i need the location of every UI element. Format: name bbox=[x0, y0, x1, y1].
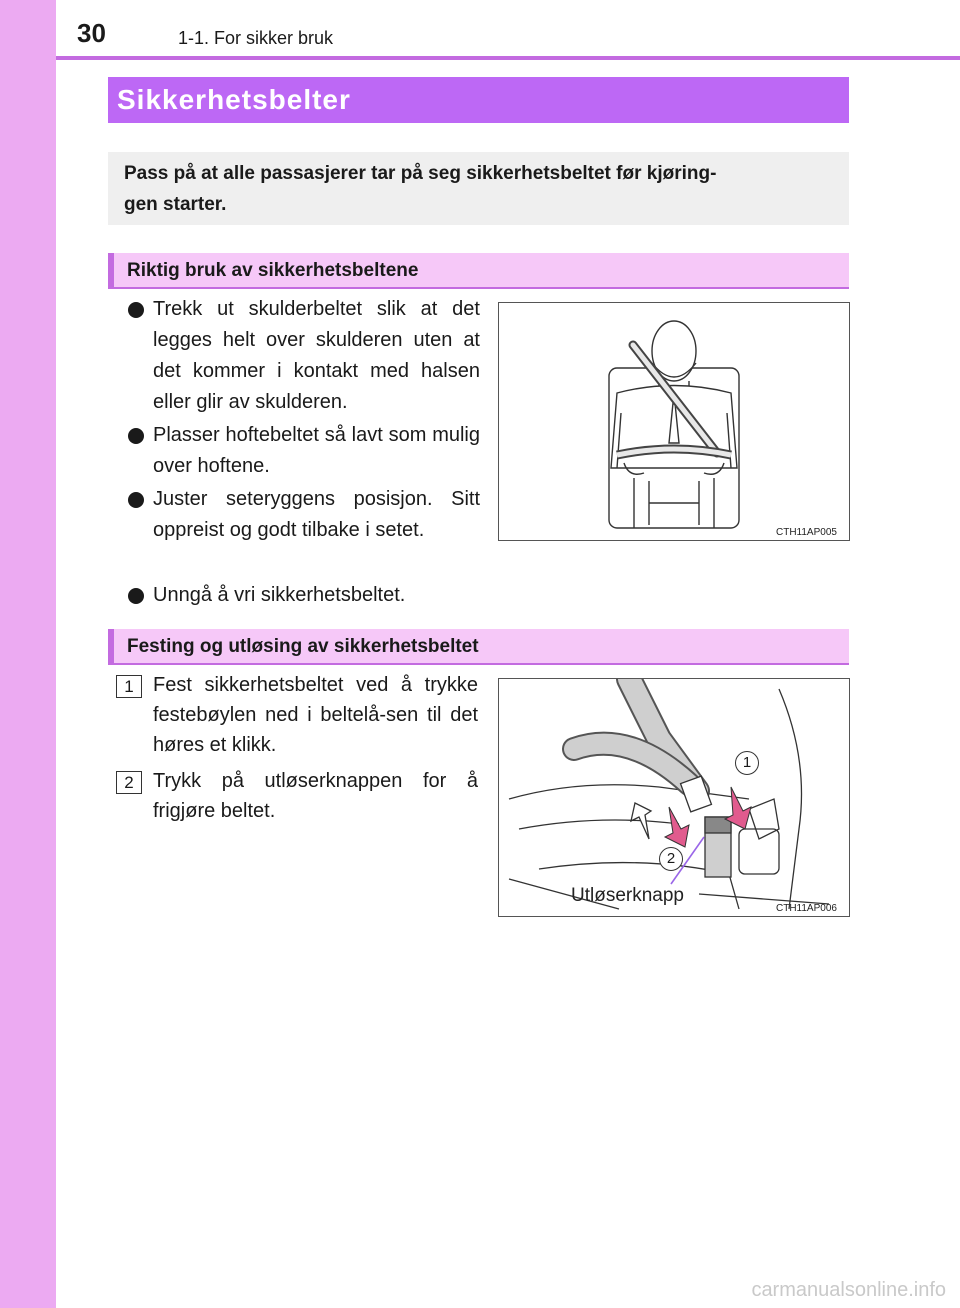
step-item: 1 Fest sikkerhetsbeltet ved å trykke festebøylen ned i beltelå-sen til det høres et klikk. bbox=[116, 670, 478, 760]
bullet-dot-icon bbox=[128, 428, 144, 444]
chapter-title: 1-1. For sikker bruk bbox=[178, 28, 334, 48]
section-heading-fastening-text: Festing og utløsing av sikkerhetsbeltet bbox=[127, 636, 479, 657]
figure-buckle bbox=[498, 678, 850, 917]
callout-2: 2 bbox=[659, 847, 683, 871]
seatbelt-buckle-illustration bbox=[499, 679, 849, 916]
figure-code: CTH11AP006 bbox=[776, 903, 837, 914]
bullet-item: Plasser hoftebeltet så lavt som mulig over hoftene. bbox=[128, 420, 480, 482]
bullet-dot-icon bbox=[128, 492, 144, 508]
step-item: 2 Trykk på utløserknappen for å frigjøre beltet. bbox=[116, 766, 478, 826]
intro-text: Pass på at alle passasjerer tar på seg sikkerhetsbeltet før kjøring- gen starter. bbox=[124, 163, 717, 215]
callout-1: 1 bbox=[735, 751, 759, 775]
figure-code: CTH11AP005 bbox=[776, 527, 837, 538]
step-number: 1 bbox=[116, 675, 142, 698]
bullet-item: Juster seteryggens posisjon. Sitt oppreist og godt tilbake i setet. bbox=[128, 484, 480, 546]
section-heading-usage bbox=[108, 253, 849, 289]
seated-person-illustration bbox=[499, 303, 849, 540]
page-title: Sikkerhetsbelter bbox=[117, 84, 351, 115]
bullet-dot-icon bbox=[128, 588, 144, 604]
bullet-item: Trekk ut skulderbeltet slik at det legges helt over skulderen uten at det kommer i kontakt med halsen eller glir av skulderen. bbox=[128, 294, 480, 418]
step-number: 2 bbox=[116, 771, 142, 794]
side-bar bbox=[0, 0, 56, 1308]
figure-seated-person bbox=[498, 302, 850, 541]
section-heading-usage-text: Riktig bruk av sikkerhetsbeltene bbox=[127, 260, 419, 281]
bullet-dot-icon bbox=[128, 302, 144, 318]
watermark: carmanualsonline.info bbox=[751, 1279, 946, 1301]
page-number: 30 bbox=[77, 18, 106, 48]
section-heading-fastening bbox=[108, 629, 849, 665]
header-divider bbox=[56, 56, 960, 60]
bullet-item: Unngå å vri sikkerhetsbeltet. bbox=[128, 580, 480, 611]
release-button-label: Utløserknapp bbox=[571, 885, 684, 906]
